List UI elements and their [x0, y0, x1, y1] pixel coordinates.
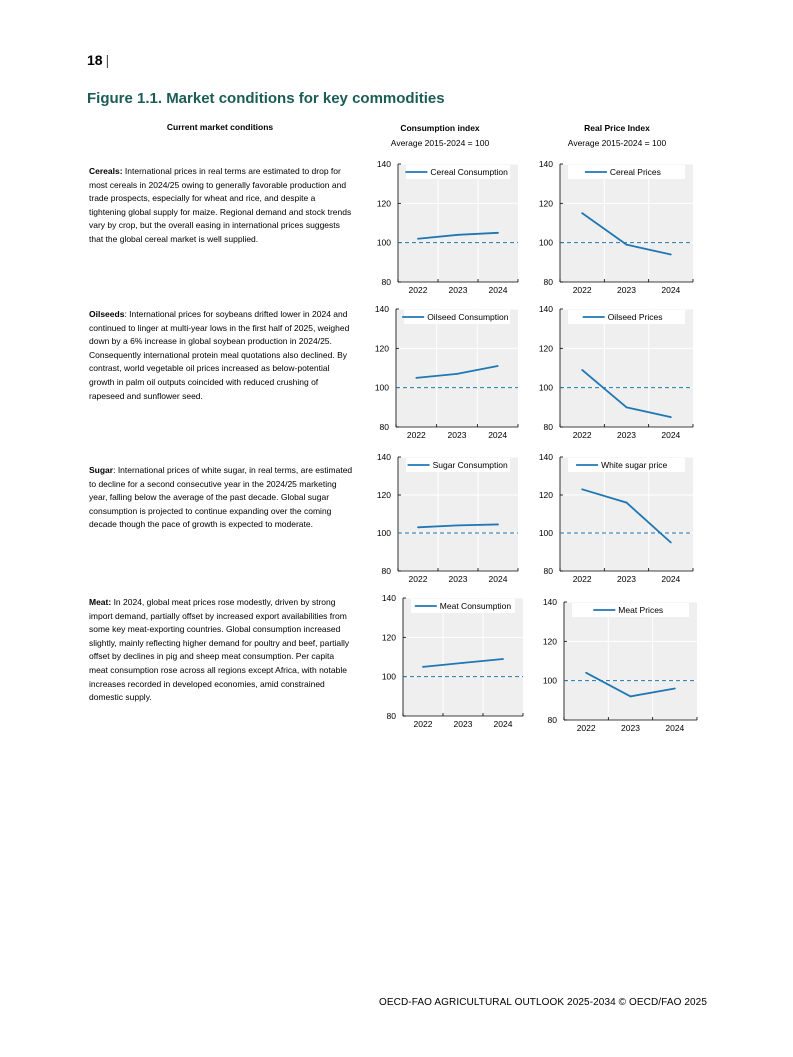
- consumption-subtitle: Average 2015-2024 = 100: [390, 138, 490, 148]
- x-tick-label: 2022: [572, 430, 592, 440]
- y-tick-label: 140: [376, 159, 391, 169]
- data-point: [457, 525, 459, 527]
- x-tick-label: 2023: [617, 285, 636, 295]
- data-point: [670, 542, 672, 544]
- x-tick-label: 2022: [413, 719, 433, 729]
- data-point: [417, 238, 419, 240]
- legend-label: White sugar price: [601, 460, 668, 470]
- legend-label: Oilseed Consumption: [427, 312, 509, 322]
- y-tick-label: 80: [381, 277, 391, 287]
- x-tick-label: 2023: [448, 285, 468, 295]
- data-point: [626, 244, 628, 246]
- y-tick-label: 120: [538, 343, 553, 354]
- data-point: [497, 232, 499, 234]
- y-tick-label: 80: [379, 422, 389, 432]
- legend-label: Cereal Consumption: [430, 167, 508, 177]
- y-tick-label: 80: [381, 566, 391, 576]
- x-tick-label: 2022: [408, 285, 428, 295]
- legend-label: Meat Consumption: [439, 601, 512, 611]
- y-tick-label: 100: [376, 528, 391, 538]
- data-point: [626, 502, 628, 504]
- x-tick-label: 2023: [447, 430, 467, 440]
- data-point: [670, 254, 672, 256]
- figure-title: Figure 1.1. Market conditions for key commodities: [87, 90, 445, 107]
- x-tick-label: 2023: [617, 430, 636, 440]
- y-tick-label: 140: [376, 452, 391, 462]
- plot-area: [398, 164, 518, 282]
- oilseed-prices-chart: [532, 304, 695, 441]
- data-point: [674, 688, 676, 690]
- y-tick-label: 80: [386, 711, 396, 721]
- consumption-column-heading: [370, 121, 510, 151]
- y-tick-label: 140: [381, 593, 396, 603]
- y-tick-label: 120: [376, 490, 391, 500]
- y-tick-label: 100: [542, 675, 557, 686]
- y-tick-label: 80: [543, 566, 553, 576]
- price-column-heading: [547, 121, 687, 151]
- data-point: [457, 234, 459, 236]
- page-footer: OECD-FAO AGRICULTURAL OUTLOOK 2025-2034 © OECD/FAO 2025: [379, 997, 707, 1008]
- plot-area: [564, 602, 697, 720]
- data-point: [585, 672, 587, 674]
- y-tick-label: 80: [543, 422, 553, 432]
- y-tick-label: 120: [538, 490, 553, 500]
- plot-area: [560, 164, 693, 282]
- data-point: [630, 696, 632, 698]
- meat-text: Meat: In 2024, global meat prices rose modestly, driven by strong import demand, partially offset by increased export availabilities from some key meat-exporting countries. Global consumption increased slightly, mainly reflecting higher demand for poultry and beef, partially offset by declines in pig and sheep meat consumption. Per capita meat consumption rose across all regions except Africa, with notable increases recorded in developed economies, amid constrained domestic supply.: [89, 597, 350, 703]
- y-tick-label: 120: [381, 632, 396, 643]
- white-sugar-price-chart: [532, 452, 695, 585]
- x-tick-label: 2022: [408, 574, 428, 584]
- data-point: [497, 365, 499, 367]
- y-tick-label: 140: [538, 304, 553, 314]
- data-point: [581, 369, 583, 371]
- legend-label: Sugar Consumption: [432, 460, 508, 470]
- cereals-text: Cereals: International prices in real terms are estimated to drop for most cereals in 2024/25 owing to generally favorable production and trade prospects, especially for wheat and rice, and despite a tightening global supply for maize. Regional demand and stock trends vary by crop, but the overall easing in international prices suggests that the global cereal market is well supplied.: [89, 166, 352, 244]
- data-point: [417, 526, 419, 528]
- plot-area: [396, 309, 518, 427]
- legend-label: Oilseed Prices: [607, 312, 663, 322]
- data-point: [581, 488, 583, 490]
- y-tick-label: 100: [374, 382, 389, 393]
- x-tick-label: 2022: [576, 723, 596, 733]
- data-point: [497, 524, 499, 526]
- y-tick-label: 100: [381, 671, 396, 682]
- y-tick-label: 100: [376, 237, 391, 248]
- x-tick-label: 2023: [621, 723, 640, 733]
- legend-label: Meat Prices: [618, 605, 664, 615]
- x-tick-label: 2024: [488, 285, 508, 295]
- data-point: [456, 373, 458, 375]
- meat-prices-chart: [536, 597, 699, 734]
- x-tick-label: 2024: [661, 285, 681, 295]
- x-tick-label: 2024: [488, 574, 508, 584]
- y-tick-label: 80: [543, 277, 553, 287]
- data-point: [462, 662, 464, 664]
- y-tick-label: 140: [538, 159, 553, 169]
- oilseeds-text: Oilseeds: International prices for soybeans drifted lower in 2024 and continued to linger at multi-year lows in the first half of 2025, weighed down by a 6% increase in global soybean production in 2024/25. Consequently international protein meal quotations also declined. By contrast, world vegetable oil prices increased as below-potential growth in palm oil outputs coincided with reduced crushing of rapeseed and sunflower seed.: [89, 309, 350, 401]
- y-tick-label: 100: [538, 528, 553, 538]
- x-tick-label: 2022: [572, 574, 592, 584]
- page-number: 18 |: [87, 52, 110, 68]
- x-tick-label: 2023: [617, 574, 636, 584]
- data-point: [422, 666, 424, 668]
- legend-label: Cereal Prices: [609, 167, 661, 177]
- cereal-consumption-chart: [370, 159, 520, 296]
- x-tick-label: 2022: [572, 285, 592, 295]
- plot-area: [403, 598, 523, 716]
- y-tick-label: 140: [538, 452, 553, 462]
- plot-area: [560, 309, 693, 427]
- x-tick-label: 2022: [406, 430, 426, 440]
- sugar-text: Sugar: International prices of white sugar, in real terms, are estimated to decline for a second consecutive year in the 2024/25 marketing year, falling below the average of the past decade. Global sugar consumption is projected to continue expanding over the coming decade though the pace of growth is expected to moderate.: [89, 465, 353, 530]
- y-tick-label: 100: [538, 237, 553, 248]
- y-tick-label: 120: [376, 198, 391, 209]
- x-tick-label: 2024: [493, 719, 513, 729]
- x-tick-label: 2024: [661, 574, 681, 584]
- y-tick-label: 80: [547, 715, 557, 725]
- text-column-heading: Current market conditions: [166, 122, 274, 132]
- data-point: [502, 658, 504, 660]
- y-tick-label: 140: [542, 597, 557, 607]
- plot-area: [560, 457, 693, 571]
- y-tick-label: 120: [538, 198, 553, 209]
- data-point: [626, 406, 628, 408]
- meat-consumption-chart: [375, 593, 525, 730]
- cereal-prices-chart: [532, 159, 695, 296]
- oilseed-consumption-chart: [368, 304, 520, 441]
- plot-area: [398, 457, 518, 571]
- x-tick-label: 2024: [665, 723, 685, 733]
- y-tick-label: 140: [374, 304, 389, 314]
- y-tick-label: 100: [538, 382, 553, 393]
- data-point: [581, 212, 583, 214]
- sugar-consumption-chart: [370, 452, 520, 585]
- y-tick-label: 120: [542, 636, 557, 647]
- x-tick-label: 2023: [453, 719, 473, 729]
- x-tick-label: 2023: [448, 574, 468, 584]
- data-point: [415, 377, 417, 379]
- price-title: Real Price Index: [584, 123, 650, 133]
- x-tick-label: 2024: [661, 430, 681, 440]
- y-tick-label: 120: [374, 343, 389, 354]
- data-point: [670, 416, 672, 418]
- consumption-title: Consumption index: [400, 123, 480, 133]
- x-tick-label: 2024: [488, 430, 508, 440]
- price-subtitle: Average 2015-2024 = 100: [567, 138, 667, 148]
